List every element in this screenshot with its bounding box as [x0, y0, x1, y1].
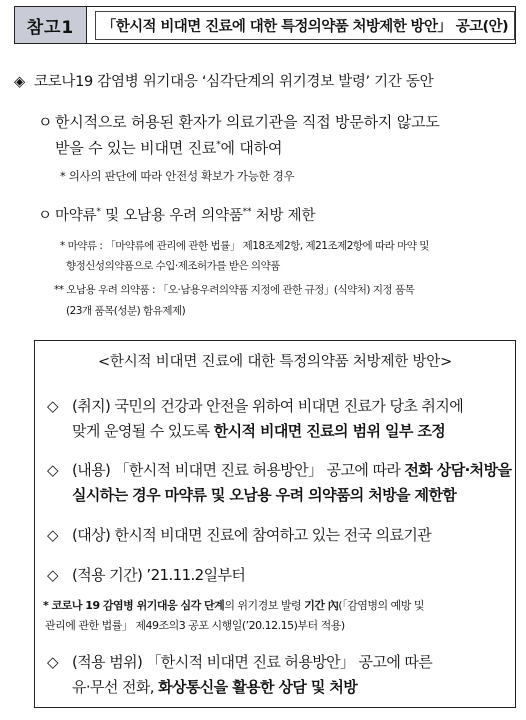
- hollow-diamond-icon: ◇: [47, 397, 58, 415]
- box-note-line2: 관리에 관한 법률」 제49조의3 공포 시행일(’20.12.15)부터 적용): [45, 619, 345, 632]
- footnote-marker: **: [242, 207, 252, 218]
- footnote-marker: *: [96, 207, 101, 218]
- circle-bullet-icon: ㅇ: [38, 113, 53, 131]
- document-header: [14, 6, 516, 44]
- document-title: 「한시적 비대면 진료에 대한 특정의약품 처방제한 방안」 공고(안): [95, 11, 515, 40]
- section-heading-text: 코로나19 감염병 위기대응 ‘심각단계의 위기경보 발령’ 기간 동안: [34, 74, 434, 90]
- circle-bullet-icon: ㅇ: [38, 208, 52, 224]
- hollow-diamond-icon: ◇: [47, 526, 58, 544]
- diamond-bullet-icon: ◈: [14, 74, 25, 90]
- item-text: 받을 수 있는 비대면 진료: [55, 139, 217, 157]
- item-telemedicine-line2: [55, 137, 282, 158]
- box-item-text: 맞게 운영될 수 있도록: [72, 422, 214, 440]
- box-item-text: 유·무선 전화,: [72, 678, 159, 696]
- box-item-emphasis: 전화 상담·처방을: [404, 461, 512, 479]
- footnote-misuse-line1: ** 오남용 우려 의약품 : 「오·남용우려의약품 지정에 관한 규정」(식약처) 지정 품목: [54, 284, 415, 296]
- box-item-scope: [47, 651, 432, 672]
- item-prescription-limit: [38, 204, 315, 225]
- box-item-content-cont: 실시하는 경우 마약류 및 오남용 우려 의약품의 처방을 제한함: [72, 486, 457, 504]
- box-item-emphasis: 한시적 비대면 진료의 범위 일부 조정: [213, 422, 446, 440]
- box-item-emphasis: 화상통신을 활용한 상담 및 처방: [158, 678, 358, 696]
- note-text: (「감염병의 예방 및: [338, 599, 424, 612]
- box-note-line1: [43, 597, 424, 613]
- box-item-period: [47, 564, 245, 585]
- item-text: 에 대하여: [220, 139, 283, 157]
- box-item-text: (적용 기간) ’21.11.2일부터: [72, 566, 246, 584]
- title-box: [87, 6, 516, 44]
- item-telemedicine-line1: [38, 111, 440, 132]
- note-emphasis: 기간 內: [304, 599, 339, 612]
- footnote-narcotics-line2: 향정신성의약품으로 수입·제조허가를 받은 의약품: [66, 260, 280, 272]
- box-item-text: (대상) 한시적 비대면 진료에 참여하고 있는 전국 의료기관: [72, 526, 432, 544]
- box-title: <한시적 비대면 진료에 대한 특정의약품 처방제한 방안>: [97, 354, 453, 370]
- box-item-purpose: [47, 395, 463, 416]
- hollow-diamond-icon: ◇: [47, 566, 58, 584]
- box-item-target: [47, 524, 431, 545]
- box-item-text: (내용) 「한시적 비대면 진료 허용방안」 공고에 따라: [72, 461, 405, 479]
- box-item-purpose-cont: [72, 420, 445, 441]
- box-item-content: [47, 459, 511, 480]
- note-emphasis: * 코로나 19 감염병 위기대응 심각 단계: [43, 599, 225, 612]
- footnote-marker: *: [216, 140, 221, 150]
- hollow-diamond-icon: ◇: [47, 653, 58, 671]
- box-item-text: (적용 범위) 「한시적 비대면 진료 허용방안」 공고에 따른: [72, 653, 433, 671]
- item-text: 처방 제한: [251, 208, 316, 224]
- footnote-doctor-judgement: * 의사의 판단에 따라 안전성 확보가 가능한 경우: [60, 169, 295, 183]
- item-text: 한시적으로 허용된 환자가 의료기관을 직접 방문하지 않고도: [55, 113, 440, 131]
- footnote-misuse-line2: (23개 품목(성분) 함유제제): [66, 305, 186, 317]
- box-item-scope-cont: [72, 676, 357, 697]
- plan-summary-box: [34, 340, 516, 708]
- footnote-narcotics-line1: * 마약류 : 「마약류에 관리에 관한 법률」 제18조제2항, 제21조제2항에 따라 마약 및: [60, 240, 429, 252]
- note-text: 의 위기경보 발령: [224, 599, 305, 612]
- item-text: 및 오남용 우려 의약품: [100, 208, 243, 224]
- item-text: 마약류: [55, 208, 97, 224]
- reference-tag: 참고1: [14, 6, 87, 44]
- hollow-diamond-icon: ◇: [47, 461, 58, 479]
- box-item-text: (취지) 국민의 건강과 안전을 위하여 비대면 진료가 당초 취지에: [72, 397, 464, 415]
- section-heading: [14, 70, 433, 91]
